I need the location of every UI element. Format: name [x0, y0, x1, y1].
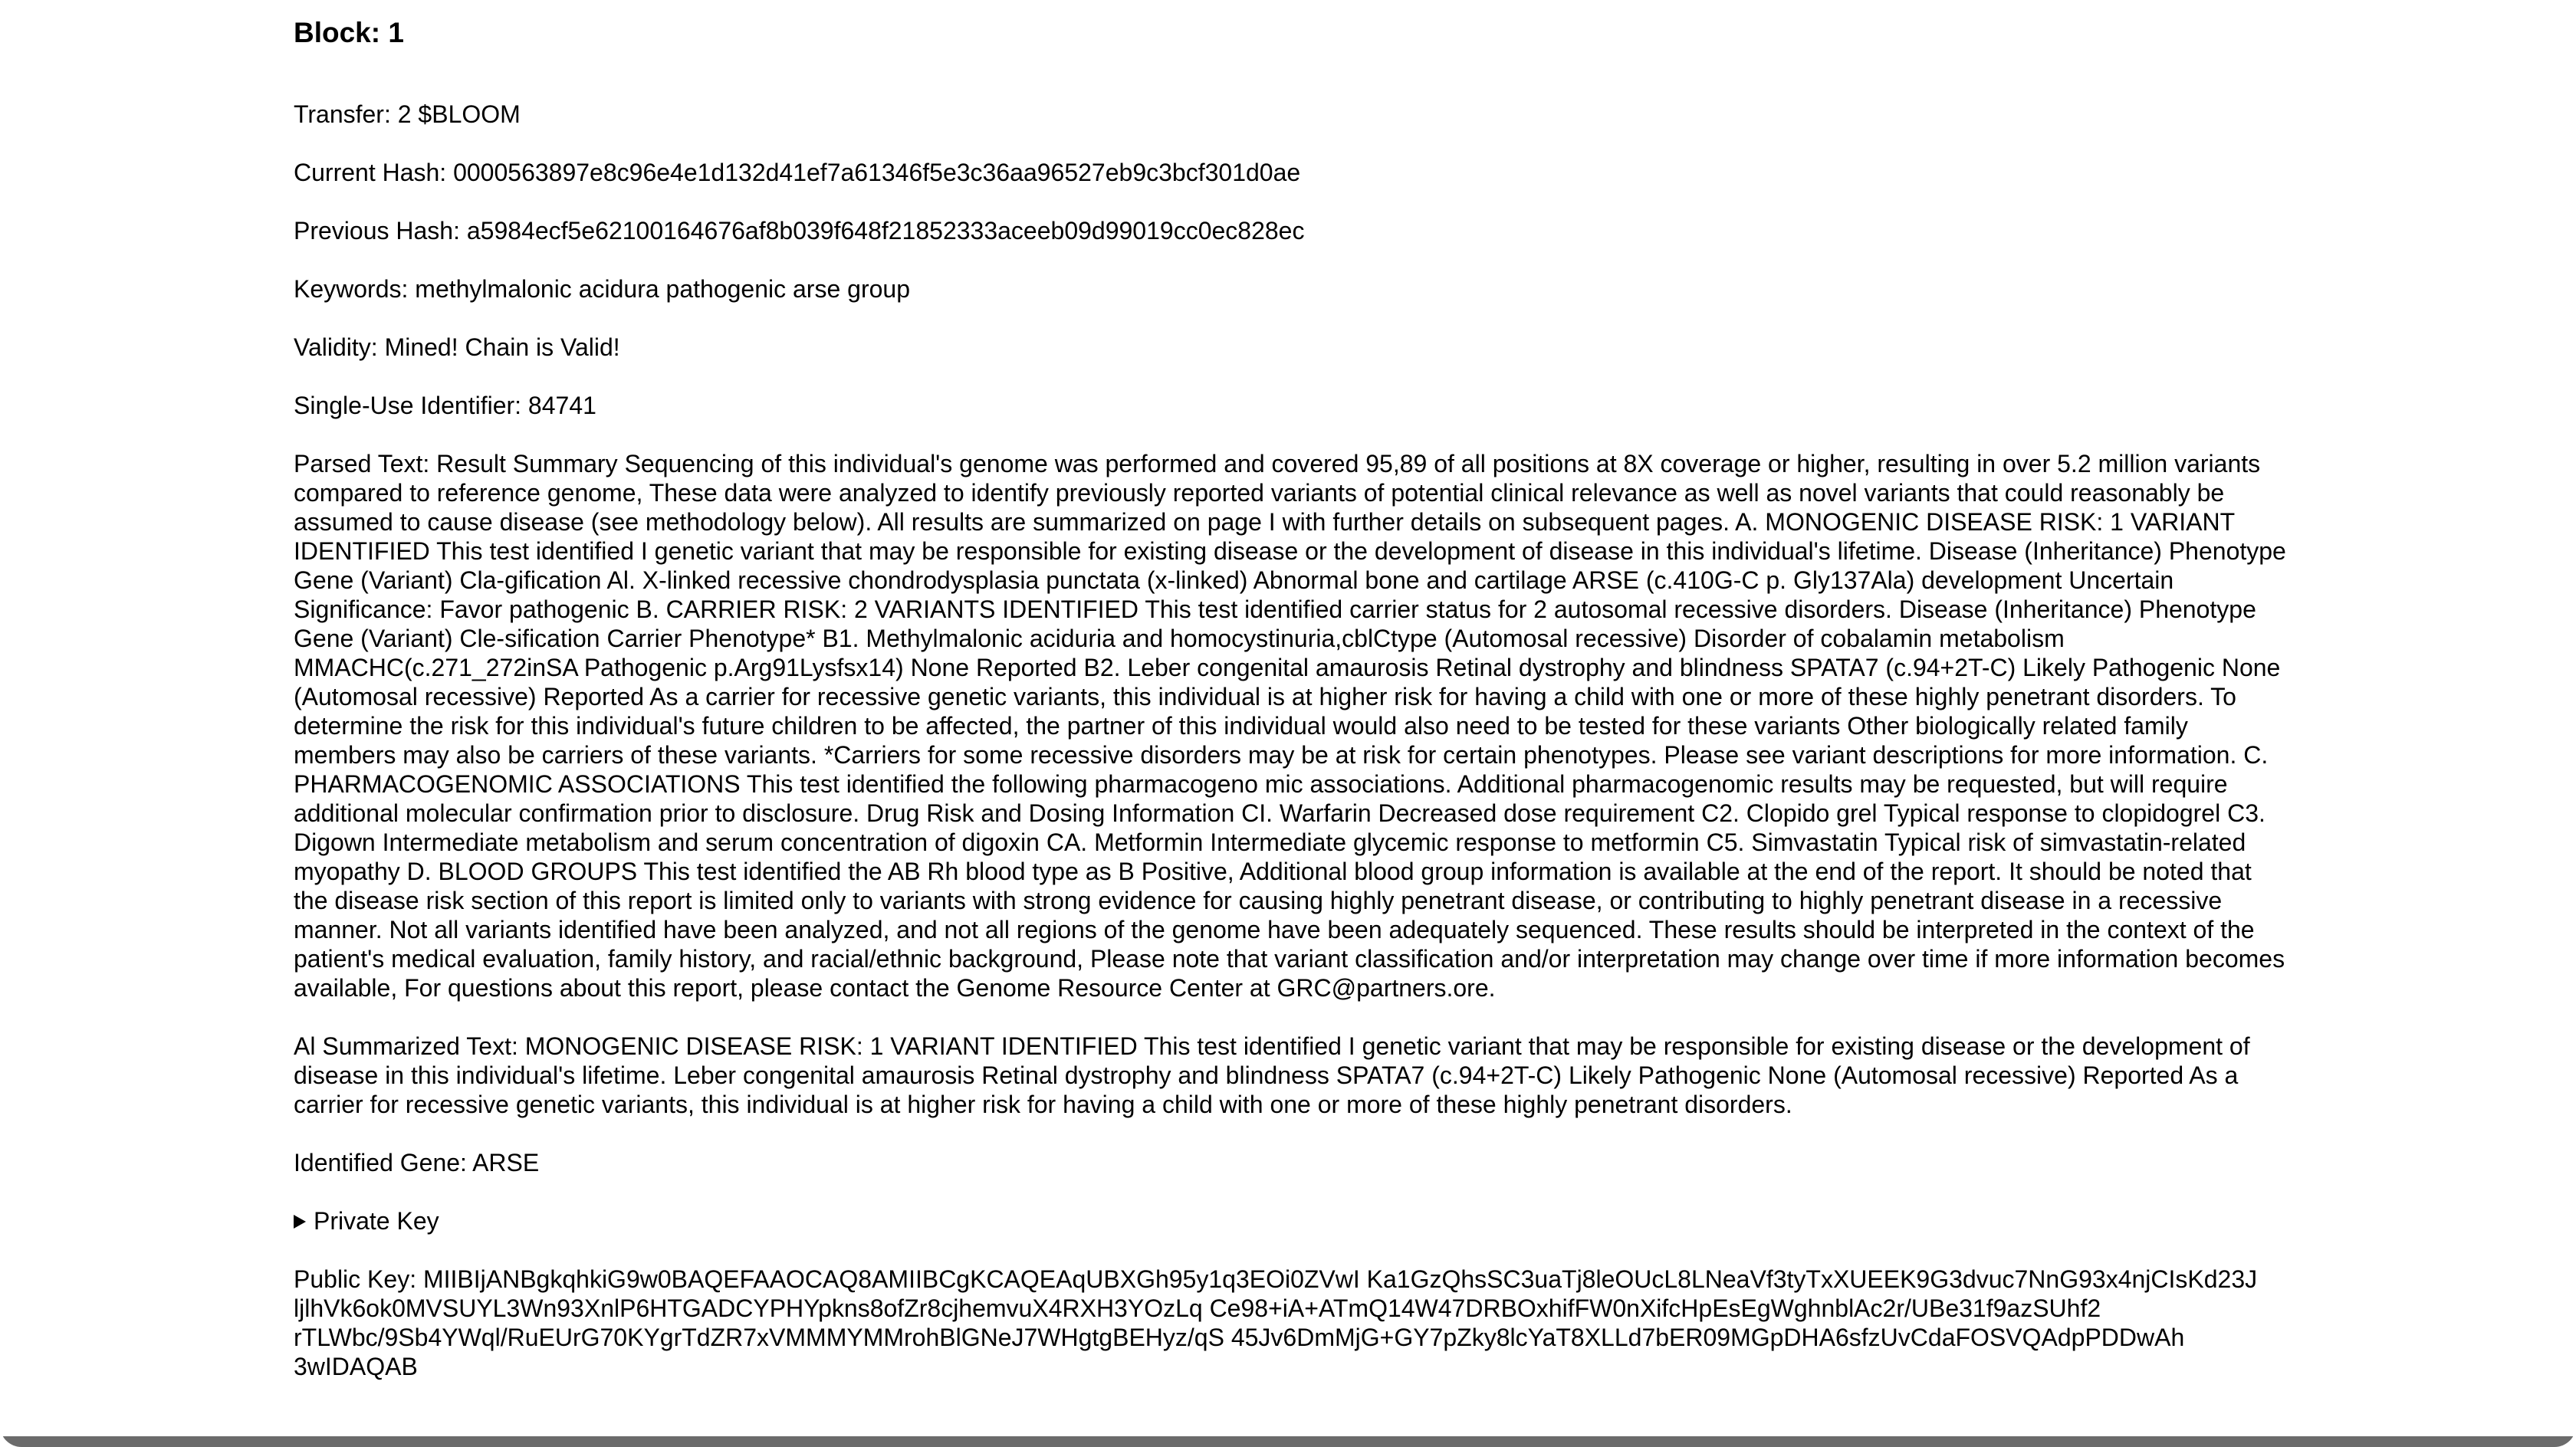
block-title: Block: 1 — [294, 17, 404, 48]
public-key-value-line: rTLWbc/9Sb4YWql/RuEUrG70KYgrTdZR7xVMMMYMMrohBlGNeJ7WHgtgBEHyz/qS 45Jv6DmMjG+GY7pZky8lcYaT8XLLd7bER09MGpDHA6sfzUvCdaFOSVQAdpPDDwAh — [294, 1324, 2185, 1351]
transfer-field: Transfer: 2 $BLOOM — [294, 100, 521, 128]
window-bottom-edge — [0, 1436, 2576, 1447]
private-key-label: Private Key — [314, 1207, 439, 1235]
private-key-disclosure[interactable] — [294, 1206, 2287, 1235]
single-use-identifier-field: Single-Use Identifier: 84741 — [294, 392, 596, 419]
ai-summarized-text-field: Al Summarized Text: MONOGENIC DISEASE RISK: 1 VARIANT IDENTIFIED This test identified I genetic variant that may be responsible for existing disease or the development of disease in this individual's lifetime. Leber congenital amaurosis Retinal dystrophy and blindness SPATA7 (c.94+2T-C) Likely Pathogenic None (Automosal recessive) Reported As a carrier for recessive genetic variants, this individual is at higher risk for having a child with one or more of these highly penetrant disorders. — [294, 1032, 2250, 1118]
validity-field: Validity: Mined! Chain is Valid! — [294, 333, 620, 361]
public-key-line-1 — [294, 1265, 2287, 1294]
current-hash-field: Current Hash: 0000563897e8c96e4e1d132d41ef7a61346f5e3c36aa96527eb9c3bcf301d0ae — [294, 159, 1301, 186]
keywords-field: Keywords: methylmalonic acidura pathogenic arse group — [294, 275, 910, 303]
identified-gene-field: Identified Gene: ARSE — [294, 1149, 540, 1176]
public-key-value-line: ljlhVk6ok0MVSUYL3Wn93XnlP6HTGADCYPHYpkns8ofZr8cjhemvuX4RXH3YOzLq Ce98+iA+ATmQ14W47DRBOxhifFW0nXifcHpEsEgWghnblAc2r/UBe31f9azSUhf2 — [294, 1294, 2101, 1322]
public-key-value-line: MIIBIjANBgkqhkiG9w0BAQEFAAOCAQ8AMIIBCgKCAQEAqUBXGh95y1q3EOi0ZVwI Ka1GzQhsSC3uaTj8leOUcL8LNeaVf3tyTxXUEEK9G3dvuc7NnG93x4njCIsKd23J — [422, 1265, 2258, 1293]
public-key-prefix: Public Key: — [294, 1265, 423, 1293]
disclosure-triangle-icon — [294, 1215, 306, 1229]
previous-hash-field: Previous Hash: a5984ecf5e62100164676af8b039f648f21852333aceeb09d99019cc0ec828ec — [294, 217, 1305, 244]
block-details — [294, 14, 2287, 1406]
public-key-value-line: 3wIDAQAB — [294, 1353, 418, 1380]
public-key-field — [294, 1265, 2287, 1381]
private-key-toggle[interactable] — [294, 1206, 2287, 1235]
parsed-text-field: Parsed Text: Result Summary Sequencing of this individual's genome was performed and covered 95,89 of all positions at 8X coverage or higher, resulting in over 5.2 million variants compared to reference genome, These data were analyzed to identify previously reported variants of potential clinical relevance as well as novel variants that could reasonably be assumed to cause disease (see methodology below). All results are summarized on page I with further details on subsequent pages. A. MONOGENIC DISEASE RISK: 1 VARIANT IDENTIFIED This test identified I genetic variant that may be responsible for existing disease or the development of disease in this individual's lifetime. Disease (Inheritance) Phenotype Gene (Variant) Cla-gification Al. X-linked recessive chondrodysplasia punctata (x-linked) Abnormal bone and cartilage ARSE (c.410G-C p. Gly137Ala) development Uncertain Significance: Favor pathogenic B. CARRIER RISK: 2 VARIANTS IDENTIFIED This test identified carrier status for 2 autosomal recessive disorders. Disease (Inheritance) Phenotype Gene (Variant) Cle-sification Carrier Phenotype* B1. Methylmalonic aciduria and homocystinuria,cblCtype (Automosal recessive) Disorder of cobalamin metabolism MMACHC(c.271_272inSA Pathogenic p.Arg91Lysfsx14) None Reported B2. Leber congenital amaurosis Retinal dystrophy and blindness SPATA7 (c.94+2T-C) Likely Pathogenic None (Automosal recessive) Reported As a carrier for recessive genetic variants, this individual is at higher risk for having a child with one or more of these highly penetrant disorders. To determine the risk for this individual's future children to be affected, the partner of this individual would also need to be tested for these variants Other biologically related family members may also be carriers of these variants. *Carriers for some recessive disorders may be at risk for certain phenotypes. Please see variant descriptions for more information. C. PHARMACOGENOMIC ASSOCIATIONS This test identified the following pharmacogeno mic associations. Additional pharmacogenomic results may be requested, but will require additional molecular confirmation prior to disclosure. Drug Risk and Dosing Information CI. Warfarin Decreased dose requirement C2. Clopido grel Typical response to clopidogrel C3. Digown Intermediate metabolism and serum concentration of digoxin CA. Metformin Intermediate glycemic response to metformin C5. Simvastatin Typical risk of simvastatin-related myopathy D. BLOOD GROUPS This test identified the AB Rh blood type as B Positive, Additional blood group information is available at the end of the report. It should be noted that the disease risk section of this report is limited only to variants with strong evidence for causing highly penetrant disease, or contributing to highly penetrant disease in a recessive manner. Not all variants identified have been analyzed, and not all regions of the genome have been adequately sequenced. These results should be interpreted in the context of the patient's medical evaluation, family history, and racial/ethnic background, Please note that variant classification and/or interpretation may change over time if more information becomes available, For questions about this report, please contact the Genome Resource Center at GRC@partners.ore. — [294, 450, 2286, 1002]
